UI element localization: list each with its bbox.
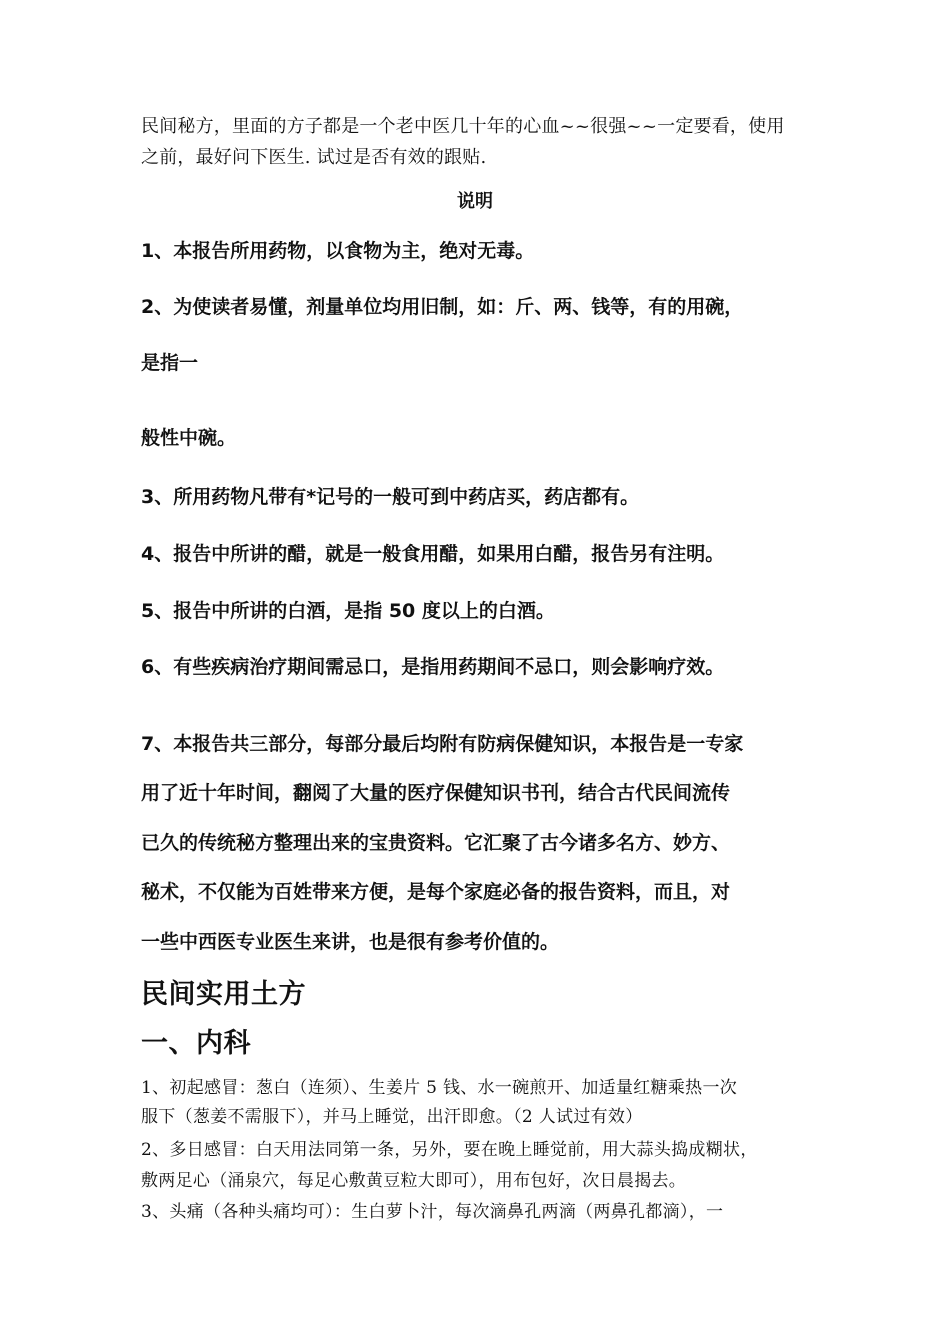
notes-item-7-line-5: 一些中西医专业医生来讲，也是很有参考价值的。 <box>141 931 560 953</box>
notes-item-3: 3、所用药物凡带有*记号的一般可到中药店买，药店都有。 <box>141 486 640 508</box>
notes-item-7-line-4: 秘术，不仅能为百姓带来方便，是每个家庭必备的报告资料，而且，对 <box>141 881 731 903</box>
recipe-2-line-2: 敷两足心（涌泉穴，每足心敷黄豆粒大即可），用布包好，次日晨揭去。 <box>141 1171 687 1191</box>
recipe-1-line-2: 服下（葱姜不需服下），并马上睡觉，出汗即愈。（2 人试过有效） <box>141 1107 643 1127</box>
notes-item-2-line-1: 2、为使读者易懂，剂量单位均用旧制，如：斤、两、钱等，有的用碗， <box>141 296 744 318</box>
recipe-3-line-1: 3、头痛（各种头痛均可）：生白萝卜汁，每次滴鼻孔两滴（两鼻孔都滴），一 <box>141 1202 724 1222</box>
notes-item-4: 4、报告中所讲的醋，就是一般食用醋，如果用白醋，报告另有注明。 <box>141 543 725 565</box>
notes-item-6: 6、有些疾病治疗期间需忌口，是指用药期间不忌口，则会影响疗效。 <box>141 656 725 678</box>
notes-item-7-line-3: 已久的传统秘方整理出来的宝贵资料。它汇聚了古今诸多名方、妙方、 <box>141 832 731 854</box>
intro-line-1: 民间秘方，里面的方子都是一个老中医几十年的心血~~很强~~一定要看，使用 <box>141 116 785 137</box>
section-title: 民间实用土方 <box>141 979 306 1010</box>
notes-item-5: 5、报告中所讲的白酒，是指 50 度以上的白酒。 <box>141 600 555 622</box>
section-subtitle: 一、内科 <box>141 1028 251 1059</box>
recipe-1-line-1: 1、初起感冒：葱白（连须）、生姜片 5 钱、水一碗煎开、加适量红糖乘热一次 <box>141 1078 738 1098</box>
notes-item-7-line-2: 用了近十年时间，翻阅了大量的医疗保健知识书刊，结合古代民间流传 <box>141 782 731 804</box>
notes-item-1: 1、本报告所用药物，以食物为主，绝对无毒。 <box>141 240 535 262</box>
recipe-2-line-1: 2、多日感冒：白天用法同第一条，另外，要在晚上睡觉前，用大蒜头捣成糊状， <box>141 1140 758 1160</box>
notes-item-2-line-3: 般性中碗。 <box>141 427 237 449</box>
notes-heading: 说明 <box>457 191 493 212</box>
notes-item-2-line-2: 是指一 <box>141 352 199 374</box>
notes-item-7-line-1: 7、本报告共三部分，每部分最后均附有防病保健知识，本报告是一专家 <box>141 733 744 755</box>
intro-line-2: 之前，最好问下医生. 试过是否有效的跟贴. <box>141 147 487 168</box>
